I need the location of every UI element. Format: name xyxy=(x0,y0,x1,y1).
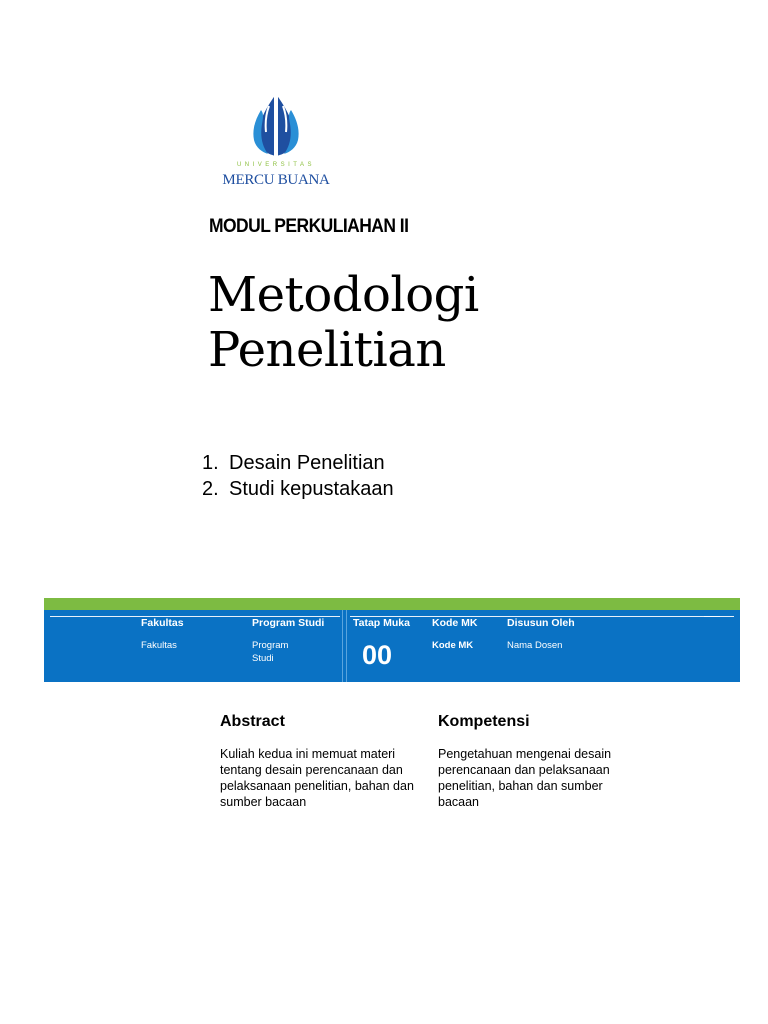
band-divider xyxy=(342,610,343,682)
kompetensi-body xyxy=(438,746,643,810)
university-logo xyxy=(214,88,338,198)
abstract-line: tentang desain perencanaan dan xyxy=(220,763,403,777)
header-program-studi: Program Studi xyxy=(252,617,325,629)
topic-number: 1. xyxy=(202,452,219,474)
abstract-line: pelaksanaan penelitian, bahan dan xyxy=(220,779,414,793)
band-divider xyxy=(346,610,347,682)
topic-number: 2. xyxy=(202,478,219,500)
module-label: MODUL PERKULIAHAN II xyxy=(209,216,409,237)
kompetensi-line: penelitian, bahan dan sumber xyxy=(438,779,603,793)
band-rule xyxy=(704,616,734,617)
value-kode-mk: Kode MK xyxy=(432,640,474,651)
header-kode-mk: Kode MK xyxy=(432,617,478,629)
topic-text: Studi kepustakaan xyxy=(229,478,394,500)
topic-item xyxy=(202,450,394,476)
accent-bar xyxy=(44,598,740,610)
kompetensi-line: Pengetahuan mengenai desain xyxy=(438,747,612,761)
header-fakultas: Fakultas xyxy=(141,617,184,629)
logo-name: MERCU BUANA xyxy=(222,172,330,188)
title-line-1: Metodologi xyxy=(208,267,479,323)
header-tatap-muka: Tatap Muka xyxy=(353,617,410,629)
topic-list xyxy=(202,450,394,502)
abstract-line: Kuliah kedua ini memuat materi xyxy=(220,747,396,761)
value-fakultas: Fakultas xyxy=(141,640,177,651)
abstract-body xyxy=(220,746,425,810)
value-tatap-muka: 00 xyxy=(362,640,393,670)
logo-emblem-icon xyxy=(214,88,338,162)
header-disusun-oleh: Disusun Oleh xyxy=(507,617,575,629)
title-line-2: Penelitian xyxy=(208,322,446,378)
document-title xyxy=(208,268,479,378)
kompetensi-line: bacaan xyxy=(438,795,480,809)
logo-caption: UNIVERSITAS xyxy=(236,162,316,168)
topic-item xyxy=(202,476,394,502)
abstract-line: sumber bacaan xyxy=(220,795,307,809)
kompetensi-line: perencanaan dan pelaksanaan xyxy=(438,763,610,777)
value-disusun-oleh: Nama Dosen xyxy=(507,640,563,651)
value-program-studi: Program Studi xyxy=(252,640,289,664)
info-table xyxy=(44,610,740,682)
kompetensi-title: Kompetensi xyxy=(438,713,530,730)
topic-text: Desain Penelitian xyxy=(229,452,385,474)
abstract-title: Abstract xyxy=(220,713,285,730)
